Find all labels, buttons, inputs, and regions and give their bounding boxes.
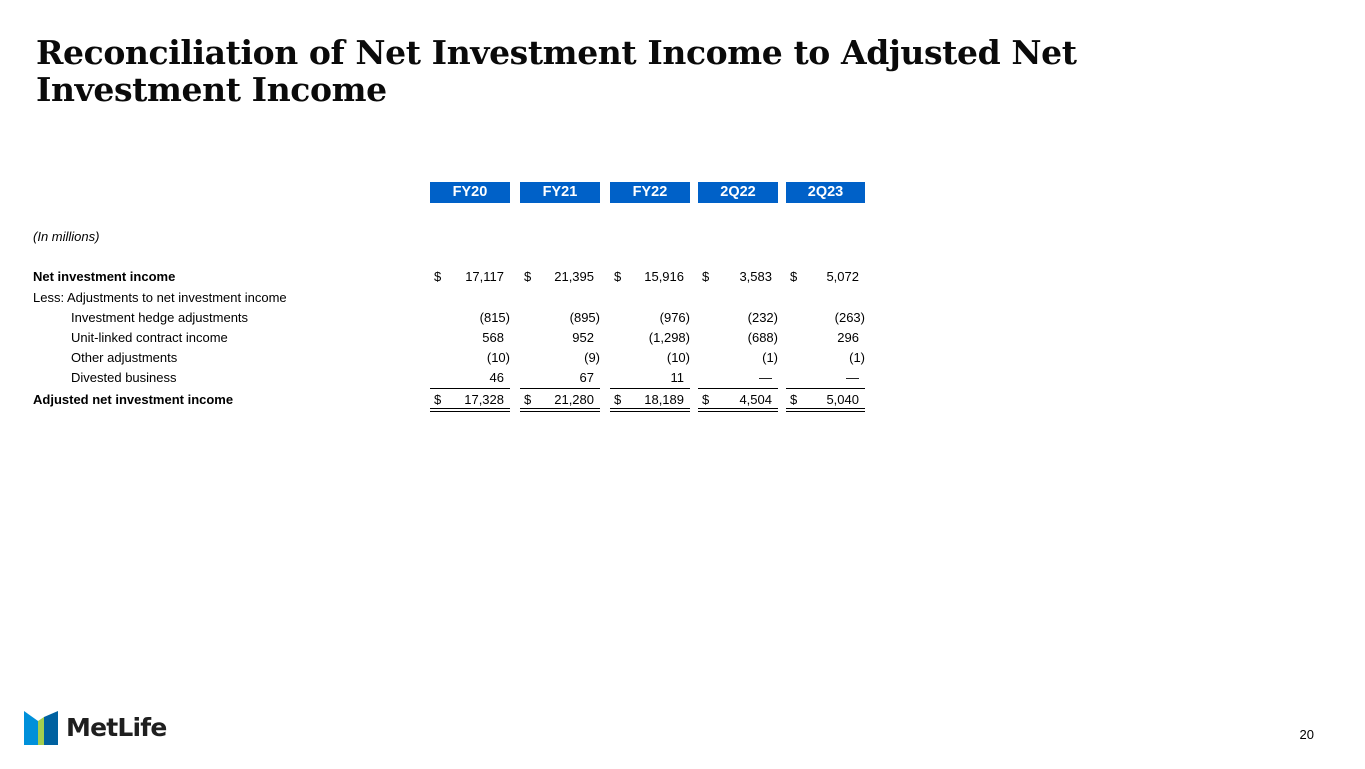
- table-cell: [610, 392, 690, 408]
- cell-value: 4,504: [739, 392, 772, 407]
- table-cell: [520, 392, 600, 408]
- cell-value: 18,189: [644, 392, 684, 407]
- table-row: [0, 350, 1365, 370]
- row-label: Net investment income: [33, 269, 176, 284]
- cell-value: 5,072: [826, 269, 859, 284]
- dollar-sign: $: [524, 392, 532, 407]
- subtotal-rule: [520, 388, 600, 389]
- logo-wordmark: MetLife: [66, 713, 167, 742]
- total-double-rule: [430, 411, 510, 412]
- dollar-sign: $: [790, 269, 798, 284]
- cell-value: (263): [834, 310, 865, 325]
- table-cell: [610, 330, 690, 346]
- table-cell: [610, 269, 690, 285]
- cell-value: (895): [569, 310, 600, 325]
- cell-value: (9): [584, 350, 600, 365]
- table-cell: [786, 370, 865, 386]
- dollar-sign: $: [702, 392, 710, 407]
- cell-value: (976): [659, 310, 690, 325]
- total-double-rule: [520, 411, 600, 412]
- table-cell: [698, 370, 778, 386]
- dollar-sign: $: [614, 269, 622, 284]
- table-row: [0, 370, 1365, 390]
- subtotal-rule: [610, 388, 690, 389]
- table-row: [0, 269, 1365, 289]
- table-cell: [520, 310, 600, 326]
- row-label: Adjusted net investment income: [33, 392, 234, 407]
- cell-value: 568: [482, 330, 504, 345]
- total-double-rule: [698, 408, 778, 409]
- table-cell: [430, 310, 510, 326]
- table-cell: [786, 392, 865, 408]
- cell-value: 21,395: [554, 269, 594, 284]
- subtotal-rule: [786, 388, 865, 389]
- table-cell: [430, 350, 510, 366]
- total-double-rule: [610, 408, 690, 409]
- dollar-sign: $: [434, 392, 442, 407]
- cell-value: 5,040: [826, 392, 859, 407]
- subtotal-rule: [430, 388, 510, 389]
- row-label: Less: Adjustments to net investment income: [33, 290, 287, 305]
- total-double-rule: [786, 408, 865, 409]
- table-cell: [786, 350, 865, 366]
- table-cell: [698, 269, 778, 285]
- total-double-rule: [698, 411, 778, 412]
- table-cell: [430, 370, 510, 386]
- cell-value: 296: [837, 330, 859, 345]
- table-row: [0, 290, 1365, 310]
- table-cell: [698, 392, 778, 408]
- dollar-sign: $: [614, 392, 622, 407]
- dollar-sign: $: [790, 392, 798, 407]
- page-title: Reconciliation of Net Investment Income to Adjusted Net Investment Income: [36, 33, 1077, 109]
- table-cell: [698, 350, 778, 366]
- cell-value: —: [846, 370, 859, 385]
- table-cell: [430, 269, 510, 285]
- cell-value: —: [759, 370, 772, 385]
- table-row: [0, 330, 1365, 350]
- dollar-sign: $: [524, 269, 532, 284]
- cell-value: (10): [666, 350, 690, 365]
- column-header-fy21: FY21: [520, 182, 600, 203]
- table-cell: [610, 350, 690, 366]
- cell-value: 17,328: [464, 392, 504, 407]
- cell-value: 46: [489, 370, 504, 385]
- total-double-rule: [520, 408, 600, 409]
- cell-value: (815): [479, 310, 510, 325]
- total-double-rule: [610, 411, 690, 412]
- row-label: Unit-linked contract income: [71, 330, 228, 345]
- row-label: Investment hedge adjustments: [71, 310, 249, 325]
- dollar-sign: $: [434, 269, 442, 284]
- column-header-2q23: 2Q23: [786, 182, 865, 203]
- table-cell: [430, 392, 510, 408]
- cell-value: 67: [579, 370, 594, 385]
- cell-value: (688): [747, 330, 778, 345]
- metlife-m-icon: [24, 711, 58, 745]
- table-row: [0, 392, 1365, 412]
- table-cell: [520, 350, 600, 366]
- cell-value: 15,916: [644, 269, 684, 284]
- cell-value: 11: [670, 370, 684, 385]
- table-cell: [786, 269, 865, 285]
- table-cell: [520, 330, 600, 346]
- table-cell: [698, 310, 778, 326]
- subtotal-rule: [698, 388, 778, 389]
- table-row: [0, 310, 1365, 330]
- cell-value: 3,583: [739, 269, 772, 284]
- row-label: Divested business: [71, 370, 177, 385]
- table-cell: [698, 330, 778, 346]
- table-cell: [786, 330, 865, 346]
- cell-value: 21,280: [554, 392, 594, 407]
- total-double-rule: [430, 408, 510, 409]
- units-note: (In millions): [33, 229, 100, 244]
- row-label: Other adjustments: [71, 350, 178, 365]
- cell-value: (10): [486, 350, 510, 365]
- cell-value: (1,298): [648, 330, 690, 345]
- table-cell: [786, 310, 865, 326]
- table-cell: [610, 310, 690, 326]
- cell-value: (232): [747, 310, 778, 325]
- table-cell: [520, 370, 600, 386]
- cell-value: 952: [572, 330, 594, 345]
- table-cell: [610, 370, 690, 386]
- table-cell: [430, 330, 510, 346]
- total-double-rule: [786, 411, 865, 412]
- column-header-2q22: 2Q22: [698, 182, 778, 203]
- cell-value: 17,117: [465, 269, 504, 284]
- cell-value: (1): [762, 350, 778, 365]
- metlife-logo: [24, 711, 184, 745]
- dollar-sign: $: [702, 269, 710, 284]
- table-cell: [520, 269, 600, 285]
- cell-value: (1): [849, 350, 865, 365]
- page-number: 20: [1299, 727, 1314, 742]
- column-header-fy20: FY20: [430, 182, 510, 203]
- column-header-fy22: FY22: [610, 182, 690, 203]
